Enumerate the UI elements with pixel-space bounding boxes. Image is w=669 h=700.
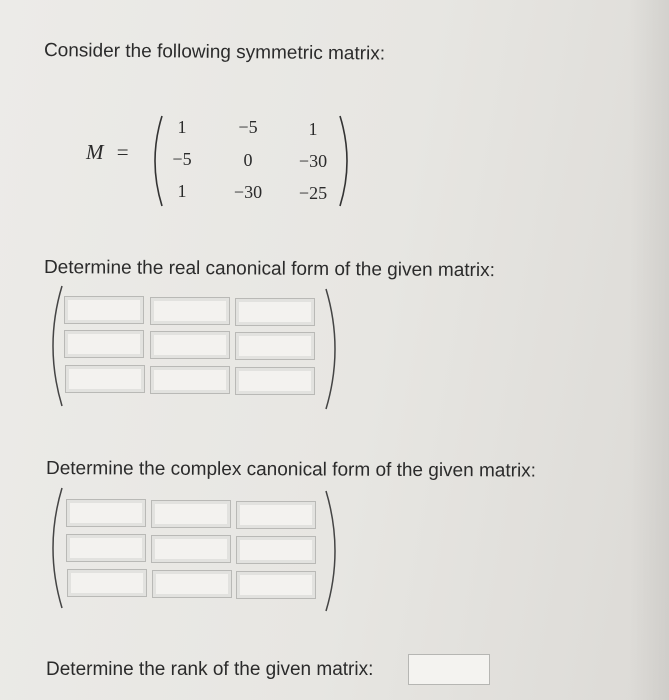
complex-grid-right-paren xyxy=(322,489,346,613)
real-cell-r3c2[interactable] xyxy=(150,366,230,394)
question-intro: Consider the following symmetric matrix: xyxy=(43,40,386,65)
real-cell-r3c3[interactable] xyxy=(235,367,315,395)
rank-input[interactable] xyxy=(408,654,490,685)
matrix-cell-r1c2: −5 xyxy=(238,117,258,137)
real-cell-r2c1[interactable] xyxy=(64,330,144,358)
real-cell-r2c3[interactable] xyxy=(235,332,315,360)
real-grid-right-paren xyxy=(322,287,346,411)
complex-canonical-prompt: Determine the complex canonical form of the given matrix: xyxy=(45,458,537,482)
real-cell-r1c1[interactable] xyxy=(64,296,144,324)
complex-cell-r3c2[interactable] xyxy=(152,570,232,598)
complex-cell-r2c1[interactable] xyxy=(66,534,146,562)
matrix-cell-r2c3: −30 xyxy=(298,151,328,171)
screen-shading xyxy=(629,0,669,700)
matrix-cell-r3c3: −25 xyxy=(298,183,328,203)
complex-cell-r1c2[interactable] xyxy=(151,500,231,528)
rank-prompt: Determine the rank of the given matrix: xyxy=(46,659,374,680)
complex-cell-r3c1[interactable] xyxy=(67,569,147,597)
matrix-symbol: M xyxy=(86,140,104,164)
matrix-label xyxy=(86,140,129,165)
complex-grid-left-paren xyxy=(42,486,66,610)
complex-cell-r3c3[interactable] xyxy=(236,571,316,599)
matrix-cell-r2c2: 0 xyxy=(243,150,253,170)
real-cell-r3c1[interactable] xyxy=(65,365,145,393)
real-cell-r2c2[interactable] xyxy=(150,331,230,359)
matrix-equals: = xyxy=(116,140,129,164)
matrix-cell-r3c1: 1 xyxy=(177,181,187,201)
complex-cell-r2c2[interactable] xyxy=(151,535,231,563)
matrix-cell-r1c3: 1 xyxy=(308,119,318,139)
real-canonical-prompt: Determine the real canonical form of the given matrix: xyxy=(43,257,496,282)
real-grid-left-paren xyxy=(42,284,66,408)
real-cell-r1c2[interactable] xyxy=(150,297,230,325)
matrix-cell-r3c2: −30 xyxy=(233,182,263,202)
matrix-cell-r1c1: 1 xyxy=(177,117,187,137)
real-cell-r1c3[interactable] xyxy=(235,298,315,326)
complex-cell-r1c1[interactable] xyxy=(66,499,146,527)
complex-cell-r2c3[interactable] xyxy=(236,536,316,564)
complex-cell-r1c3[interactable] xyxy=(236,501,316,529)
matrix-cell-r2c1: −5 xyxy=(172,149,192,169)
